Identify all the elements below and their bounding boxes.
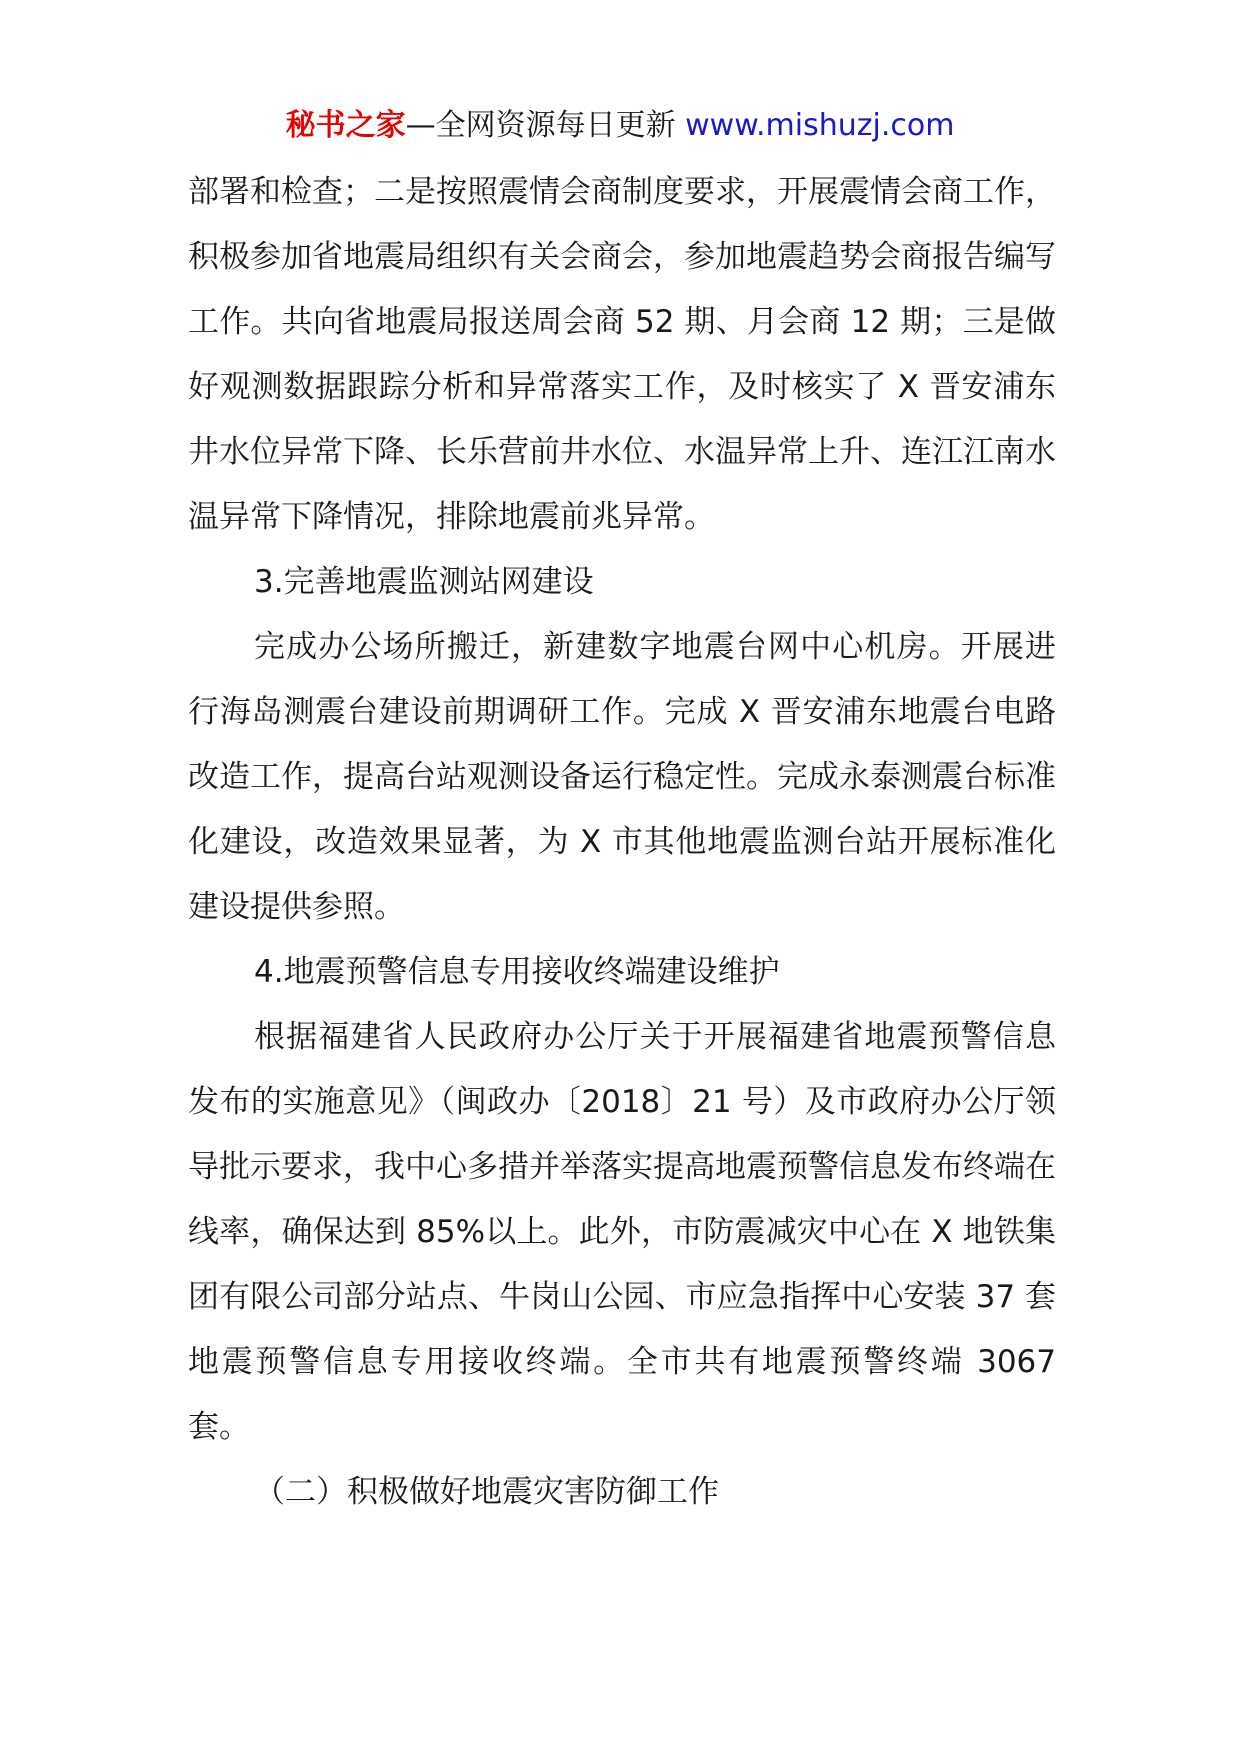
site-url-link[interactable]: www.mishuzj.com (685, 108, 955, 143)
header-tagline: —全网资源每日更新 (405, 108, 676, 143)
section-heading-3: 3.完善地震监测站网建设 (254, 564, 594, 600)
paragraph-continuation: 部署和检查；二是按照震情会商制度要求，开展震情会商工作，积极参加省地震局组织有关会商会，参加地震趋势会商报告编写工作。共向省地震局报送周会商 52 期、月会商 12 期；三是做好观测数据跟踪分析和异常落实工作，及时核实了 X 晋安浦东井水位异常下降、长乐营前井水位、水温异常上升、连江江南水温异常下降情况，排除地震前兆异常。 (188, 174, 1056, 535)
brand-name: 秘书之家 (285, 108, 406, 143)
section-heading-disaster-defense: （二）积极做好地震灾害防御工作 (254, 1474, 719, 1510)
document-body (188, 160, 1056, 1525)
paragraph-early-warning: 根据福建省人民政府办公厅关于开展福建省地震预警信息发布的实施意见》（闽政办〔2018〕21 号）及市政府办公厅领导批示要求，我中心多措并举落实提高地震预警信息发布终端在线率，确保达到 85%以上。此外，市防震减灾中心在 X 地铁集团有限公司部分站点、牛岗山公园、市应急指挥中心安装 37 套地震预警信息专用接收终端。全市共有地震预警终端 3067 套。 (188, 1019, 1056, 1445)
page-header (0, 104, 1240, 148)
section-heading-4: 4.地震预警信息专用接收终端建设维护 (254, 954, 780, 990)
paragraph-monitoring-network: 完成办公场所搬迁，新建数字地震台网中心机房。开展进行海岛测震台建设前期调研工作。完成 X 晋安浦东地震台电路改造工作，提高台站观测设备运行稳定性。完成永泰测震台标准化建设，改造效果显著，为 X 市其他地震监测台站开展标准化建设提供参照。 (188, 629, 1056, 925)
